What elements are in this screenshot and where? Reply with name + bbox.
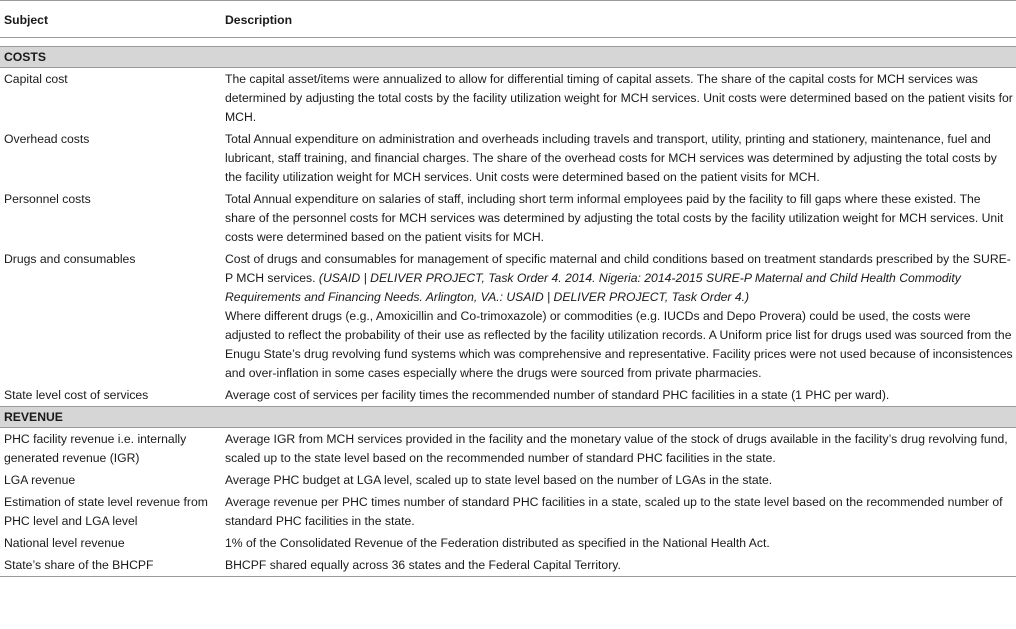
table-row [0,428,1016,470]
table-row [0,469,1016,491]
row-description: Average PHC budget at LGA level, scaled up to state level based on the number of LGAs in the state. [225,473,773,487]
section-title: REVENUE [0,407,1016,428]
description-column-header: Description [221,1,1016,38]
table-row [0,554,1016,577]
row-subject: State’s share of the BHCPF [0,554,221,577]
row-description: 1% of the Consolidated Revenue of the Federation distributed as specified in the National Health Act. [225,536,770,550]
section-row-revenue [0,407,1016,428]
table-row [0,128,1016,188]
row-subject: Estimation of state level revenue from PHC level and LGA level [4,495,208,528]
row-subject: Capital cost [4,72,68,86]
row-description-continued: Where different drugs (e.g., Amoxicillin and Co-trimoxazole) or commodities (e.g. IUCDs and Depo Provera) could be used, the costs were adjusted to reflect the probability of their use as reflected by the facility utilization records. A Uniform price list for drugs used was sourced from the Enugu State’s drug revolving fund systems which was comprehensive and representative. Facility prices were not used because of inconsistences and over-inflation in some cases especially where the drugs were sourced from private pharmacies. [225,309,1013,380]
row-subject: Overhead costs [4,132,90,146]
row-description: Average IGR from MCH services provided in the facility and the monetary value of the stock of drugs available in the facility’s drug revolving fund, scaled up to the state level based on the recommended number of standard PHC facilities in the state. [225,432,1008,465]
table-row [0,384,1016,407]
row-description: Average revenue per PHC times number of standard PHC facilities in a state, scaled up to the state level based on the recommended number of standard PHC facilities in the state. [225,495,1003,528]
row-subject: National level revenue [4,536,125,550]
subject-column-header: Subject [0,1,221,38]
table-row [0,68,1016,129]
row-description: The capital asset/items were annualized to allow for differential timing of capital assets. The share of the capital costs for MCH services was determined by adjusting the total costs by the facility utilization weight for MCH services. Unit costs were determined based on the patient visits for MCH. [225,72,1013,124]
table-row [0,188,1016,248]
row-subject: PHC facility revenue i.e. internally generated revenue (IGR) [4,432,187,465]
row-description-drugs [221,248,1016,384]
section-title: COSTS [0,47,1016,68]
row-description: Cost of drugs and consumables for management of specific maternal and child conditions based on treatment standards prescribed by the SURE-P MCH services. [225,252,1011,285]
row-description: BHCPF shared equally across 36 states and the Federal Capital Territory. [221,554,1016,577]
row-subject: State level cost of services [4,388,149,402]
row-description: Total Annual expenditure on administration and overheads including travels and transport, utility, printing and stationery, maintenance, fuel and lubricant, staff training, and financial charges. The share of the overhead costs for MCH services was determined by adjusting the total costs by the facility utilization weight for MCH services. Unit costs were determined based on the patient visits for MCH. [225,132,997,184]
row-citation: (USAID | DELIVER PROJECT, Task Order 4. 2014. Nigeria: 2014-2015 SURE-P Maternal and Child Health Commodity Requirements and Financing Needs. Arlington, VA.: USAID | DELIVER PROJECT, Task Order 4.) [225,271,961,304]
header-row [0,1,1016,38]
row-subject: LGA revenue [4,473,76,487]
table-row [0,491,1016,532]
row-subject: Personnel costs [4,192,91,206]
table-row [0,532,1016,554]
section-row-costs [0,47,1016,68]
row-description: Average cost of services per facility times the recommended number of standard PHC facilities in a state (1 PHC per ward). [225,388,890,402]
table-row [0,248,1016,384]
row-description: Total Annual expenditure on salaries of staff, including short term informal employees paid by the facility to fill gaps where these existed. The share of the personnel costs for MCH services was determined by adjusting the total costs by the facility utilization weight for MCH services. Unit costs were determined based on the patient visits for MCH. [225,192,1004,244]
row-subject: Drugs and consumables [4,252,136,266]
